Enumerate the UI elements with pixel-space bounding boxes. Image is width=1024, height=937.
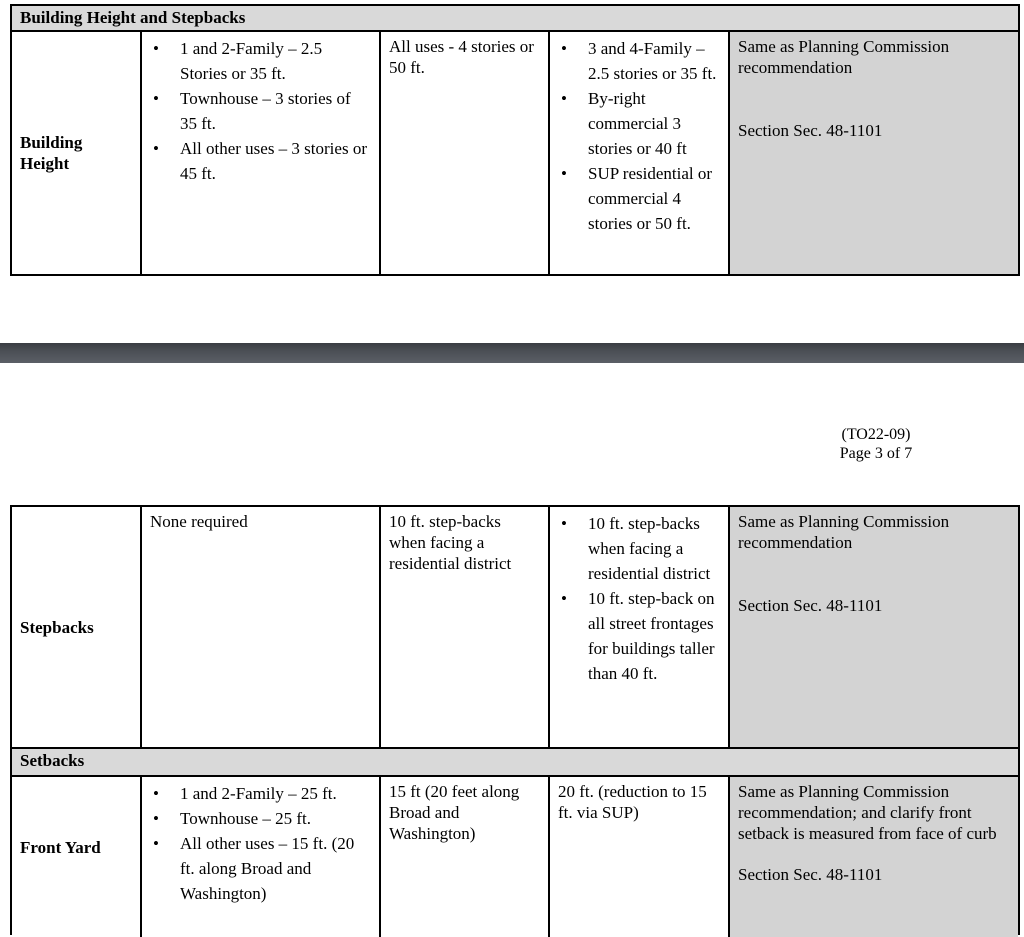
cell-proposed: 15 ft (20 feet along Broad and Washington)	[381, 777, 550, 937]
list-planning	[558, 511, 720, 686]
section-title: Setbacks	[20, 751, 85, 770]
list-item: • All other uses – 3 stories or 45 ft.	[180, 136, 371, 186]
list-item: • 3 and 4-Family – 2.5 stories or 35 ft.	[588, 36, 720, 86]
list-item: • All other uses – 15 ft. (20 ft. along Broad and Washington)	[180, 831, 371, 906]
list-item: • Townhouse – 25 ft.	[180, 806, 371, 831]
list-current	[150, 36, 371, 186]
cell-planning: 20 ft. (reduction to 15 ft. via SUP)	[550, 777, 730, 937]
section-heading-building-height	[12, 6, 1018, 32]
cell-proposed: All uses - 4 stories or 50 ft.	[381, 32, 550, 274]
list-item: • 10 ft. step-back on all street frontages for buildings taller than 40 ft.	[588, 586, 720, 686]
page-number-header: (TO22-09) Page 3 of 7	[839, 426, 913, 462]
list-item: • Townhouse – 3 stories of 35 ft.	[180, 86, 371, 136]
cell-current	[142, 777, 381, 937]
list-item: • 10 ft. step-backs when facing a residential district	[588, 511, 720, 586]
cell-planning	[550, 32, 730, 274]
list-current	[150, 781, 371, 906]
table-row-stepbacks	[12, 507, 1018, 749]
list-item: • SUP residential or commercial 4 stories or 50 ft.	[588, 161, 720, 236]
page-top	[0, 0, 1024, 340]
table-building-height	[10, 4, 1020, 276]
cell-council: Same as Planning Commission recommendation; and clarify front setback is measured from face of curb Section Sec. 48-1101	[730, 777, 1018, 937]
list-item: • 1 and 2-Family – 25 ft.	[180, 781, 371, 806]
row-label: Building Height	[12, 32, 142, 274]
cell-planning	[550, 507, 730, 747]
page-break	[0, 343, 1024, 363]
row-label: Stepbacks	[12, 507, 142, 747]
section-heading-setbacks	[12, 749, 1018, 777]
cell-current	[142, 32, 381, 274]
list-planning	[558, 36, 720, 236]
cell-proposed: 10 ft. step-backs when facing a residential district	[381, 507, 550, 747]
table-row-front-yard	[12, 777, 1018, 937]
table-stepbacks-setbacks	[10, 505, 1020, 935]
row-label: Front Yard	[12, 777, 142, 937]
cell-council: Same as Planning Commission recommendation Section Sec. 48-1101	[730, 507, 1018, 747]
table-row-building-height	[12, 32, 1018, 274]
cell-current: None required	[142, 507, 381, 747]
cell-council: Same as Planning Commission recommendation Section Sec. 48-1101	[730, 32, 1018, 274]
section-title: Building Height and Stepbacks	[20, 8, 246, 27]
list-item: • 1 and 2-Family – 2.5 Stories or 35 ft.	[180, 36, 371, 86]
list-item: • By-right commercial 3 stories or 40 ft	[588, 86, 720, 161]
